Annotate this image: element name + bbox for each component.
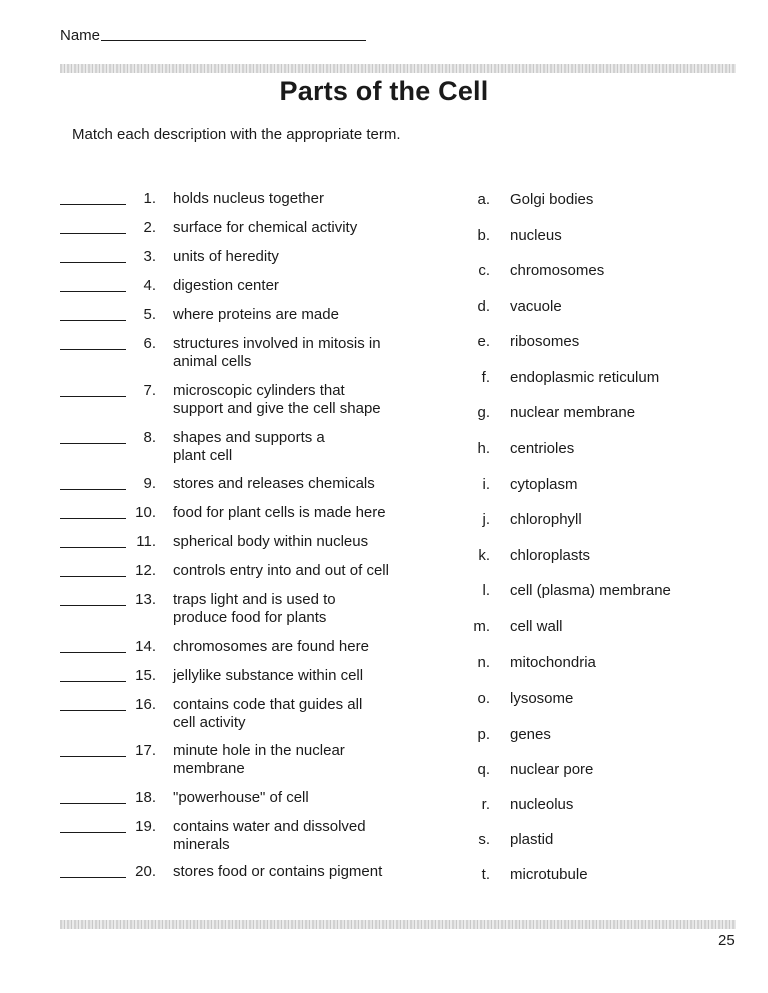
answer-blank[interactable] [60, 546, 126, 548]
term-row [462, 404, 722, 422]
answer-blank[interactable] [60, 290, 126, 292]
term-letter: e. [477, 333, 490, 350]
term-text: cell (plasma) membrane [510, 582, 671, 599]
term-row [462, 440, 722, 458]
answer-blank[interactable] [60, 319, 126, 321]
answer-blank[interactable] [60, 831, 126, 833]
name-label: Name [60, 27, 101, 44]
term-letter: d. [477, 298, 490, 315]
question-number: 5. [143, 306, 156, 323]
term-letter: f. [481, 369, 490, 386]
term-row [462, 262, 722, 280]
term-letter: a. [477, 191, 490, 208]
term-text: microtubule [510, 866, 588, 883]
question-text: traps light and is used to produce food for plants [173, 591, 336, 626]
question-number: 12. [135, 562, 156, 579]
answer-blank[interactable] [60, 651, 126, 653]
term-letter: c. [478, 262, 490, 279]
answer-blank[interactable] [60, 876, 126, 878]
name-blank-line[interactable] [101, 39, 366, 41]
question-number: 3. [143, 248, 156, 265]
question-text: digestion center [173, 277, 279, 294]
question-number: 20. [135, 863, 156, 880]
question-row [60, 429, 440, 465]
question-number: 8. [143, 429, 156, 446]
top-divider-band [60, 64, 736, 73]
question-row [60, 742, 440, 778]
term-row [462, 618, 722, 636]
answer-blank[interactable] [60, 755, 126, 757]
question-text: stores food or contains pigment [173, 863, 383, 880]
question-number: 19. [135, 818, 156, 835]
question-text: where proteins are made [173, 306, 339, 323]
question-text: minute hole in the nuclear membrane [173, 742, 345, 777]
term-letter: k. [478, 547, 490, 564]
term-letter: p. [477, 726, 490, 743]
term-row [462, 654, 722, 672]
question-text: holds nucleus together [173, 190, 324, 207]
term-row [462, 831, 722, 849]
term-text: cytoplasm [510, 476, 578, 493]
question-row [60, 475, 440, 493]
question-number: 15. [135, 667, 156, 684]
question-row [60, 306, 440, 324]
term-text: vacuole [510, 298, 562, 315]
question-row [60, 667, 440, 685]
instructions: Match each description with the appropriate term. [72, 126, 401, 143]
answer-blank[interactable] [60, 348, 126, 350]
question-number: 18. [135, 789, 156, 806]
question-row [60, 818, 440, 854]
answer-blank[interactable] [60, 442, 126, 444]
term-row [462, 333, 722, 351]
question-text: structures involved in mitosis in animal cells [173, 335, 381, 370]
question-number: 6. [143, 335, 156, 352]
question-row [60, 504, 440, 522]
question-text: spherical body within nucleus [173, 533, 369, 550]
question-text: chromosomes are found here [173, 638, 369, 655]
term-row [462, 582, 722, 600]
question-number: 16. [135, 696, 156, 713]
term-letter: q. [477, 761, 490, 778]
term-letter: b. [477, 227, 490, 244]
answer-blank[interactable] [60, 395, 126, 397]
answer-blank[interactable] [60, 604, 126, 606]
question-row [60, 533, 440, 551]
term-letter: g. [477, 404, 490, 421]
term-row [462, 547, 722, 565]
term-text: nucleus [510, 227, 562, 244]
term-row [462, 761, 722, 779]
term-letter: o. [477, 690, 490, 707]
term-text: cell wall [510, 618, 563, 635]
term-letter: t. [481, 866, 490, 883]
term-row [462, 191, 722, 209]
question-text: controls entry into and out of cell [173, 562, 389, 579]
question-number: 13. [135, 591, 156, 608]
question-text: "powerhouse" of cell [173, 789, 309, 806]
term-text: nuclear membrane [510, 404, 636, 421]
question-text: jellylike substance within cell [173, 667, 364, 684]
term-row [462, 690, 722, 708]
term-text: centrioles [510, 440, 575, 457]
question-row [60, 863, 440, 881]
question-text: shapes and supports a plant cell [173, 429, 325, 464]
term-text: ribosomes [510, 333, 580, 350]
question-number: 9. [143, 475, 156, 492]
question-number: 2. [143, 219, 156, 236]
question-row [60, 696, 440, 732]
question-row [60, 638, 440, 656]
bottom-divider-band [60, 920, 736, 929]
answer-blank[interactable] [60, 802, 126, 804]
answer-blank[interactable] [60, 575, 126, 577]
term-letter: i. [482, 476, 490, 493]
question-number: 7. [143, 382, 156, 399]
term-letter: s. [478, 831, 490, 848]
question-number: 14. [135, 638, 156, 655]
term-text: plastid [510, 831, 554, 848]
question-row [60, 789, 440, 807]
term-row [462, 227, 722, 245]
question-row [60, 562, 440, 580]
question-number: 10. [135, 504, 156, 521]
term-row [462, 511, 722, 529]
answer-blank[interactable] [60, 203, 126, 205]
term-row [462, 726, 722, 744]
answer-blank[interactable] [60, 517, 126, 519]
question-text: units of heredity [173, 248, 279, 265]
term-text: chlorophyll [510, 511, 582, 528]
term-text: chromosomes [510, 262, 605, 279]
term-text: endoplasmic reticulum [510, 369, 660, 386]
term-row [462, 298, 722, 316]
answer-blank[interactable] [60, 488, 126, 490]
term-row [462, 796, 722, 814]
question-number: 11. [136, 533, 156, 550]
page-number: 25 [718, 932, 735, 949]
term-text: nuclear pore [510, 761, 594, 778]
question-number: 1. [143, 190, 156, 207]
question-text: surface for chemical activity [173, 219, 358, 236]
question-text: microscopic cylinders that support and give the cell shape [173, 382, 381, 417]
answer-blank[interactable] [60, 232, 126, 234]
term-text: genes [510, 726, 551, 743]
question-row [60, 591, 440, 627]
term-letter: h. [477, 440, 490, 457]
question-text: stores and releases chemicals [173, 475, 375, 492]
page-title: Parts of the Cell [279, 76, 489, 106]
term-row [462, 369, 722, 387]
question-number: 17. [135, 742, 156, 759]
term-letter: j. [482, 511, 490, 528]
term-letter: m. [473, 618, 490, 635]
term-row [462, 476, 722, 494]
term-letter: l. [482, 582, 490, 599]
term-letter: n. [477, 654, 490, 671]
term-text: Golgi bodies [510, 191, 594, 208]
question-number: 4. [143, 277, 156, 294]
question-row [60, 335, 440, 371]
question-row [60, 277, 440, 295]
answer-blank[interactable] [60, 709, 126, 711]
term-text: mitochondria [510, 654, 596, 671]
question-row [60, 248, 440, 266]
term-text: chloroplasts [510, 547, 591, 564]
term-row [462, 866, 722, 884]
question-row [60, 219, 440, 237]
name-field[interactable] [60, 27, 366, 44]
term-text: lysosome [510, 690, 574, 707]
answer-blank[interactable] [60, 261, 126, 263]
question-text: contains water and dissolved minerals [173, 818, 366, 853]
question-text: contains code that guides all cell activity [173, 696, 363, 731]
answer-blank[interactable] [60, 680, 126, 682]
question-row [60, 382, 440, 418]
question-row [60, 190, 440, 208]
term-text: nucleolus [510, 796, 574, 813]
question-text: food for plant cells is made here [173, 504, 386, 521]
term-letter: r. [481, 796, 490, 813]
